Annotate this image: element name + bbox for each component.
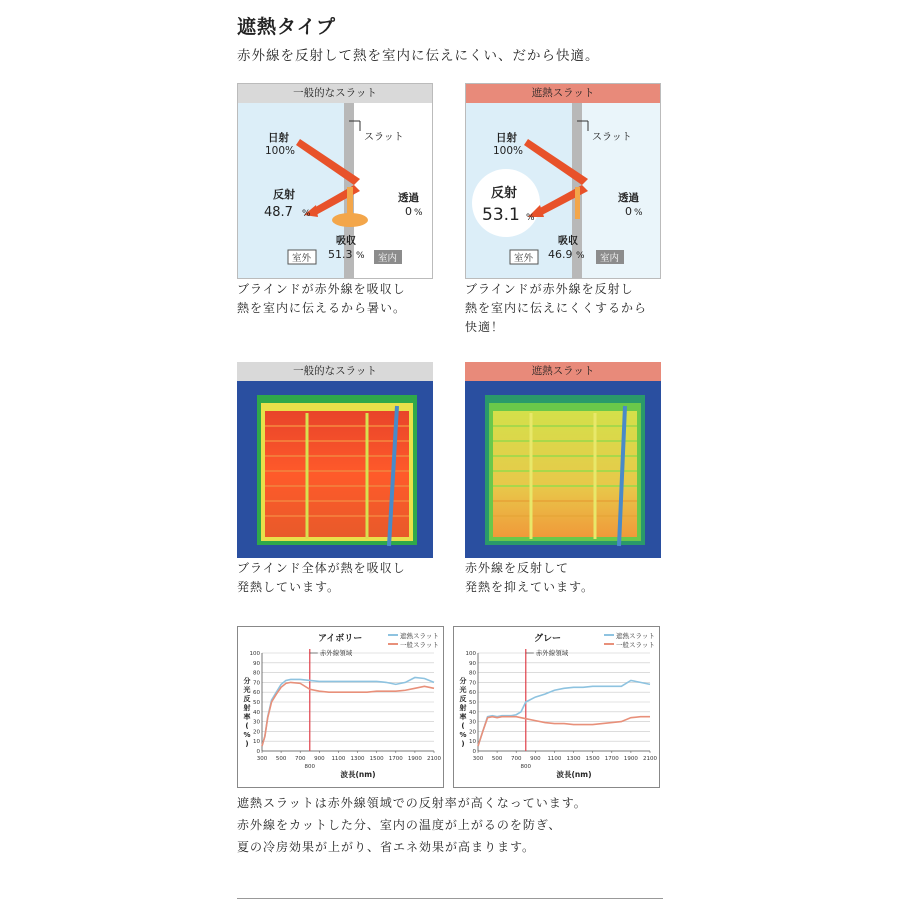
diagram-header: 一般的なスラット [238, 84, 432, 103]
reflect-unit: % [302, 209, 311, 219]
caption-line: 発熱しています。 [237, 580, 341, 594]
closing-line: 夏の冷房効果が上がり、省エネ効果が高まります。 [237, 840, 536, 854]
x-axis-label: 波長(nm) [340, 770, 376, 779]
thermal-caption [465, 559, 594, 597]
y-tick-label: 100 [465, 651, 476, 657]
y-tick-label: 80 [469, 670, 476, 677]
x-tick-label: 900 [530, 756, 541, 762]
highlight-circle [472, 169, 540, 237]
x-tick-label: 300 [472, 756, 484, 762]
annotation-label: 赤外線領域 [319, 649, 353, 657]
x-tick-label: 800 [520, 764, 532, 770]
caption-line: ブラインドが赤外線を反射し [465, 282, 634, 296]
x-tick-label: 1100 [547, 756, 562, 762]
thermal-header: 遮熱スラット [465, 362, 661, 381]
thermal-image [465, 381, 661, 558]
closing-line: 赤外線をカットした分、室内の温度が上がるのを防ぎ、 [237, 818, 562, 832]
annotation-label: 赤外線領域 [535, 649, 569, 657]
reflection-diagram [238, 103, 433, 279]
y-tick-label: 80 [253, 670, 260, 677]
absorb-label: 吸収 [336, 236, 356, 247]
warm-core [493, 411, 637, 537]
hot-core [265, 411, 409, 537]
diagram-heat-shield-slat [465, 83, 661, 279]
trans-value: 0 [625, 205, 632, 218]
absorb-value: 46.9 [548, 248, 573, 261]
slat-heat [575, 187, 580, 219]
y-axis-label: 率 [243, 713, 251, 721]
absorb-unit: % [356, 251, 365, 261]
trans-unit: % [414, 208, 423, 218]
x-tick-label: 1300 [350, 756, 365, 762]
x-tick-label: 1300 [566, 756, 581, 762]
section-title: 遮熱タイプ [237, 16, 337, 38]
y-axis-label: 反 [243, 695, 251, 703]
x-tick-label: 2100 [643, 756, 657, 762]
legend-label: 一般スラット [616, 641, 655, 649]
chart-title: グレー [534, 634, 562, 644]
y-axis-label: 分 [243, 677, 251, 685]
y-axis-label: 射 [459, 704, 467, 712]
sun-value: 100% [265, 145, 296, 157]
x-tick-label: 1700 [604, 756, 619, 762]
y-tick-label: 10 [253, 739, 260, 746]
y-tick-label: 0 [472, 749, 476, 755]
y-tick-label: 20 [253, 729, 260, 736]
reflect-value: 53.1 [482, 205, 520, 225]
y-tick-label: 60 [253, 690, 260, 697]
caption-line: 快適！ [465, 320, 505, 334]
outside-tag: 室外 [514, 253, 534, 264]
y-axis-label: 率 [459, 713, 467, 721]
y-tick-label: 20 [469, 729, 476, 736]
y-tick-label: 40 [469, 709, 476, 716]
x-axis-label: 波長(nm) [556, 770, 592, 779]
caption-line: 熱を室内に伝えにくくするから [465, 301, 648, 315]
inside-tag: 室内 [378, 253, 398, 264]
caption-line: 熱を室内に伝えるから暑い。 [237, 301, 407, 315]
x-tick-label: 1900 [623, 756, 638, 762]
sun-label: 日射 [496, 132, 517, 144]
legend-label: 一般スラット [400, 641, 439, 649]
diagram-caption [237, 280, 406, 318]
caption-line: 赤外線を反射して [465, 561, 570, 575]
chart-svg [454, 627, 659, 787]
series-line [478, 680, 650, 746]
trans-label: 透過 [398, 192, 419, 204]
y-tick-label: 30 [469, 719, 476, 726]
y-axis-label: % [459, 731, 467, 739]
y-tick-label: 50 [469, 700, 476, 706]
inside-tag: 室内 [600, 253, 620, 264]
chart-svg [238, 627, 443, 787]
thermal-standard-slat [237, 362, 433, 558]
reflect-unit: % [526, 213, 535, 223]
y-axis-label: ) [461, 740, 465, 748]
y-axis-label: 光 [243, 686, 251, 694]
reflect-value: 48.7 [264, 205, 293, 220]
y-tick-label: 40 [253, 709, 260, 716]
legend-label: 遮熱スラット [400, 632, 439, 640]
absorb-value: 51.3 [328, 248, 353, 261]
absorb-unit: % [576, 251, 585, 261]
x-tick-label: 300 [256, 756, 268, 762]
thermal-header: 一般的なスラット [237, 362, 433, 381]
diagram-standard-slat [237, 83, 433, 279]
y-tick-label: 60 [469, 690, 476, 697]
x-tick-label: 1100 [331, 756, 346, 762]
closing-text [237, 792, 587, 858]
y-tick-label: 10 [469, 739, 476, 746]
caption-line: 発熱を抑えています。 [465, 580, 595, 594]
slat-label: スラット [364, 132, 404, 143]
absorb-label: 吸収 [558, 236, 578, 247]
trans-label: 透過 [618, 192, 639, 204]
y-axis-label: % [243, 731, 251, 739]
slat-label: スラット [592, 132, 632, 143]
caption-line: ブラインドが赤外線を吸収し [237, 282, 406, 296]
x-tick-label: 1900 [407, 756, 422, 762]
thermal-heat-shield-slat [465, 362, 661, 558]
y-axis-label: 射 [243, 704, 251, 712]
x-tick-label: 1500 [369, 756, 384, 762]
x-tick-label: 2100 [427, 756, 441, 762]
y-tick-label: 100 [249, 651, 260, 657]
chart-title: アイボリー [318, 634, 363, 644]
x-tick-label: 700 [510, 756, 522, 762]
x-tick-label: 700 [294, 756, 306, 762]
thermal-image [237, 381, 433, 558]
x-tick-label: 800 [304, 764, 316, 770]
thermal-caption [237, 559, 406, 597]
y-tick-label: 90 [469, 660, 476, 667]
y-tick-label: 70 [469, 680, 476, 687]
y-axis-label: ) [245, 740, 249, 748]
closing-line: 遮熱スラットは赤外線領域での反射率が高くなっています。 [237, 796, 587, 810]
y-axis-label: ( [461, 722, 465, 730]
y-axis-label: 反 [459, 695, 467, 703]
y-axis-label: 光 [459, 686, 467, 694]
reflectance-chart-ivory [237, 626, 444, 788]
legend-label: 遮熱スラット [616, 632, 655, 640]
y-axis-label: 分 [459, 677, 467, 685]
y-tick-label: 90 [253, 660, 260, 667]
y-tick-label: 50 [253, 700, 260, 706]
sun-label: 日射 [268, 132, 289, 144]
trans-unit: % [634, 208, 643, 218]
diagram-header: 遮熱スラット [466, 84, 660, 103]
reflection-diagram [466, 103, 661, 279]
heat-pool [332, 213, 368, 227]
section-subtitle: 赤外線を反射して熱を室内に伝えにくい、だから快適。 [237, 48, 600, 64]
y-axis-label: ( [245, 722, 249, 730]
bottom-divider [237, 898, 663, 899]
y-tick-label: 0 [256, 749, 260, 755]
y-tick-label: 30 [253, 719, 260, 726]
x-tick-label: 900 [314, 756, 325, 762]
x-tick-label: 1700 [388, 756, 403, 762]
reflect-label: 反射 [273, 188, 295, 201]
trans-value: 0 [405, 205, 412, 218]
reflect-label: 反射 [491, 186, 518, 201]
caption-line: ブラインド全体が熱を吸収し [237, 561, 406, 575]
x-tick-label: 500 [491, 756, 503, 762]
reflectance-chart-gray [453, 626, 660, 788]
y-tick-label: 70 [253, 680, 260, 687]
x-tick-label: 1500 [585, 756, 600, 762]
x-tick-label: 500 [275, 756, 287, 762]
outside-tag: 室外 [292, 253, 312, 264]
sun-value: 100% [493, 145, 524, 157]
diagram-caption [465, 280, 647, 337]
